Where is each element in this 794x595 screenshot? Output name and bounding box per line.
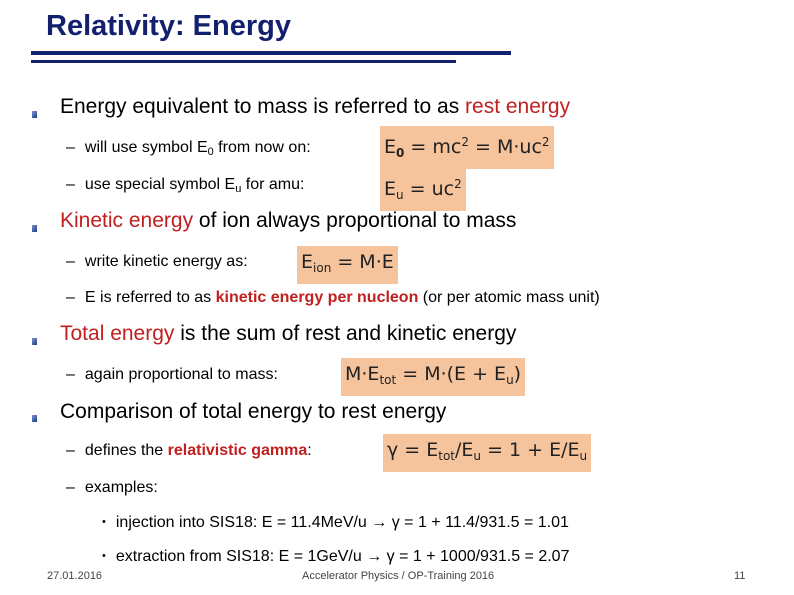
bullet-icon [32,225,37,232]
sub-bullet-proportional: – again proportional to mass: [66,366,278,383]
formula-rest-energy: $E_0 = mc^2 = M\cdot uc^2$ [380,126,554,169]
sub-bullet-gamma: – defines the relativistic gamma: [66,442,312,459]
sub-bullet-write-kinetic: – write kinetic energy as: [66,253,248,270]
formula-total-energy: $M\cdot E_{tot} = M\cdot(E + E_u)$ [341,358,525,396]
dash-icon: – [66,479,75,496]
title-underline-secondary [31,60,456,63]
formula-amu-energy: $E_u = uc^2$ [380,168,466,211]
kinetic-energy-term: Kinetic energy [60,209,194,232]
example-injection: • injection into SIS18: E = 11.4MeV/u → γ = 1 + 11.4/931.5 = 1.01 [102,514,569,531]
dash-icon: – [66,176,75,193]
dash-icon: – [66,289,75,306]
formula-ion-energy: $E_{ion} = M\cdot E$ [297,246,398,284]
dot-icon: • [102,516,106,528]
bullet-kinetic-energy: Kinetic energy of ion always proportional to mass [60,209,517,232]
sub-bullet-symbol-e0: – will use symbol $E_0$ from now on: [66,139,311,158]
footer-page-number: 11 [734,570,746,582]
example-extraction: • extraction from SIS18: E = 1GeV/u → γ = 1 + 1000/931.5 = 2.07 [102,548,570,565]
sub-bullet-symbol-eu: – use special symbol $E_u$ for amu: [66,176,305,195]
dash-icon: – [66,139,75,156]
bullet-icon [32,338,37,345]
dash-icon: – [66,442,75,459]
dash-icon: – [66,366,75,383]
arrow-right-icon: → [371,514,388,531]
dash-icon: – [66,253,75,270]
bullet-rest-energy: Energy equivalent to mass is referred to as rest energy [60,95,571,118]
total-energy-term: Total energy [60,322,175,345]
slide-title: Relativity: Energy [46,10,291,42]
formula-gamma: $\gamma = E_{tot}/E_u = 1 + E/E_u$ [383,434,591,472]
footer-course: Accelerator Physics / OP-Training 2016 [302,570,495,582]
bullet-icon [32,415,37,422]
sub-bullet-kinetic-per-nucleon: – E is referred to as kinetic energy per nucleon (or per atomic mass unit) [66,289,600,306]
relativistic-gamma-term: relativistic gamma [167,442,308,459]
title-underline [31,51,511,55]
bullet-icon [32,111,37,118]
rest-energy-term: rest energy [465,95,571,118]
bullet-total-energy: Total energy is the sum of rest and kinetic energy [60,322,517,345]
dot-icon: • [102,550,106,562]
sub-bullet-examples: – examples: [66,479,158,496]
footer-date: 27.01.2016 [47,570,103,582]
kinetic-per-nucleon-term: kinetic energy per nucleon [215,289,419,306]
arrow-right-icon: → [366,548,383,565]
bullet-comparison: Comparison of total energy to rest energy [60,400,447,423]
